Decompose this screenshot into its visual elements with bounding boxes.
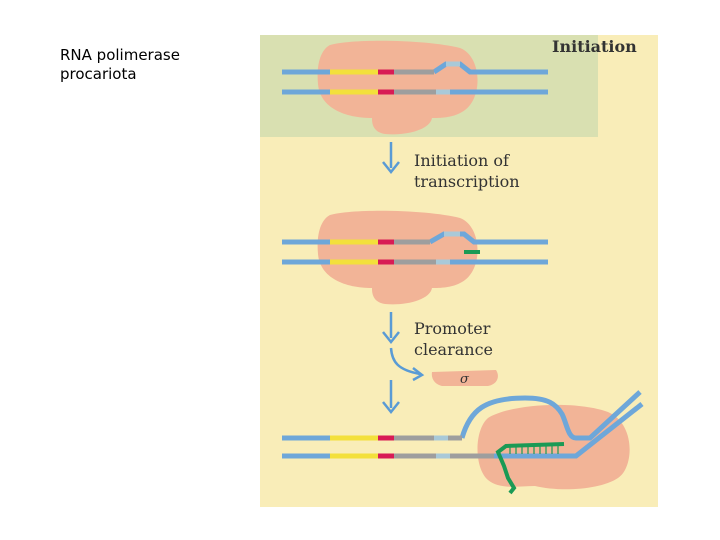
core-rna-polymerase — [478, 405, 630, 489]
initiation-heading: Initiation — [552, 37, 637, 56]
step2-line-1: Promoter — [414, 319, 491, 338]
caption-line-1: RNA polimerase — [60, 46, 180, 64]
step1-line-1: Initiation of — [414, 151, 509, 170]
step1-line-2: transcription — [414, 172, 520, 191]
step2-line-2: clearance — [414, 340, 494, 359]
sigma-symbol: σ — [460, 372, 469, 387]
caption-line-2: procariota — [60, 65, 137, 83]
